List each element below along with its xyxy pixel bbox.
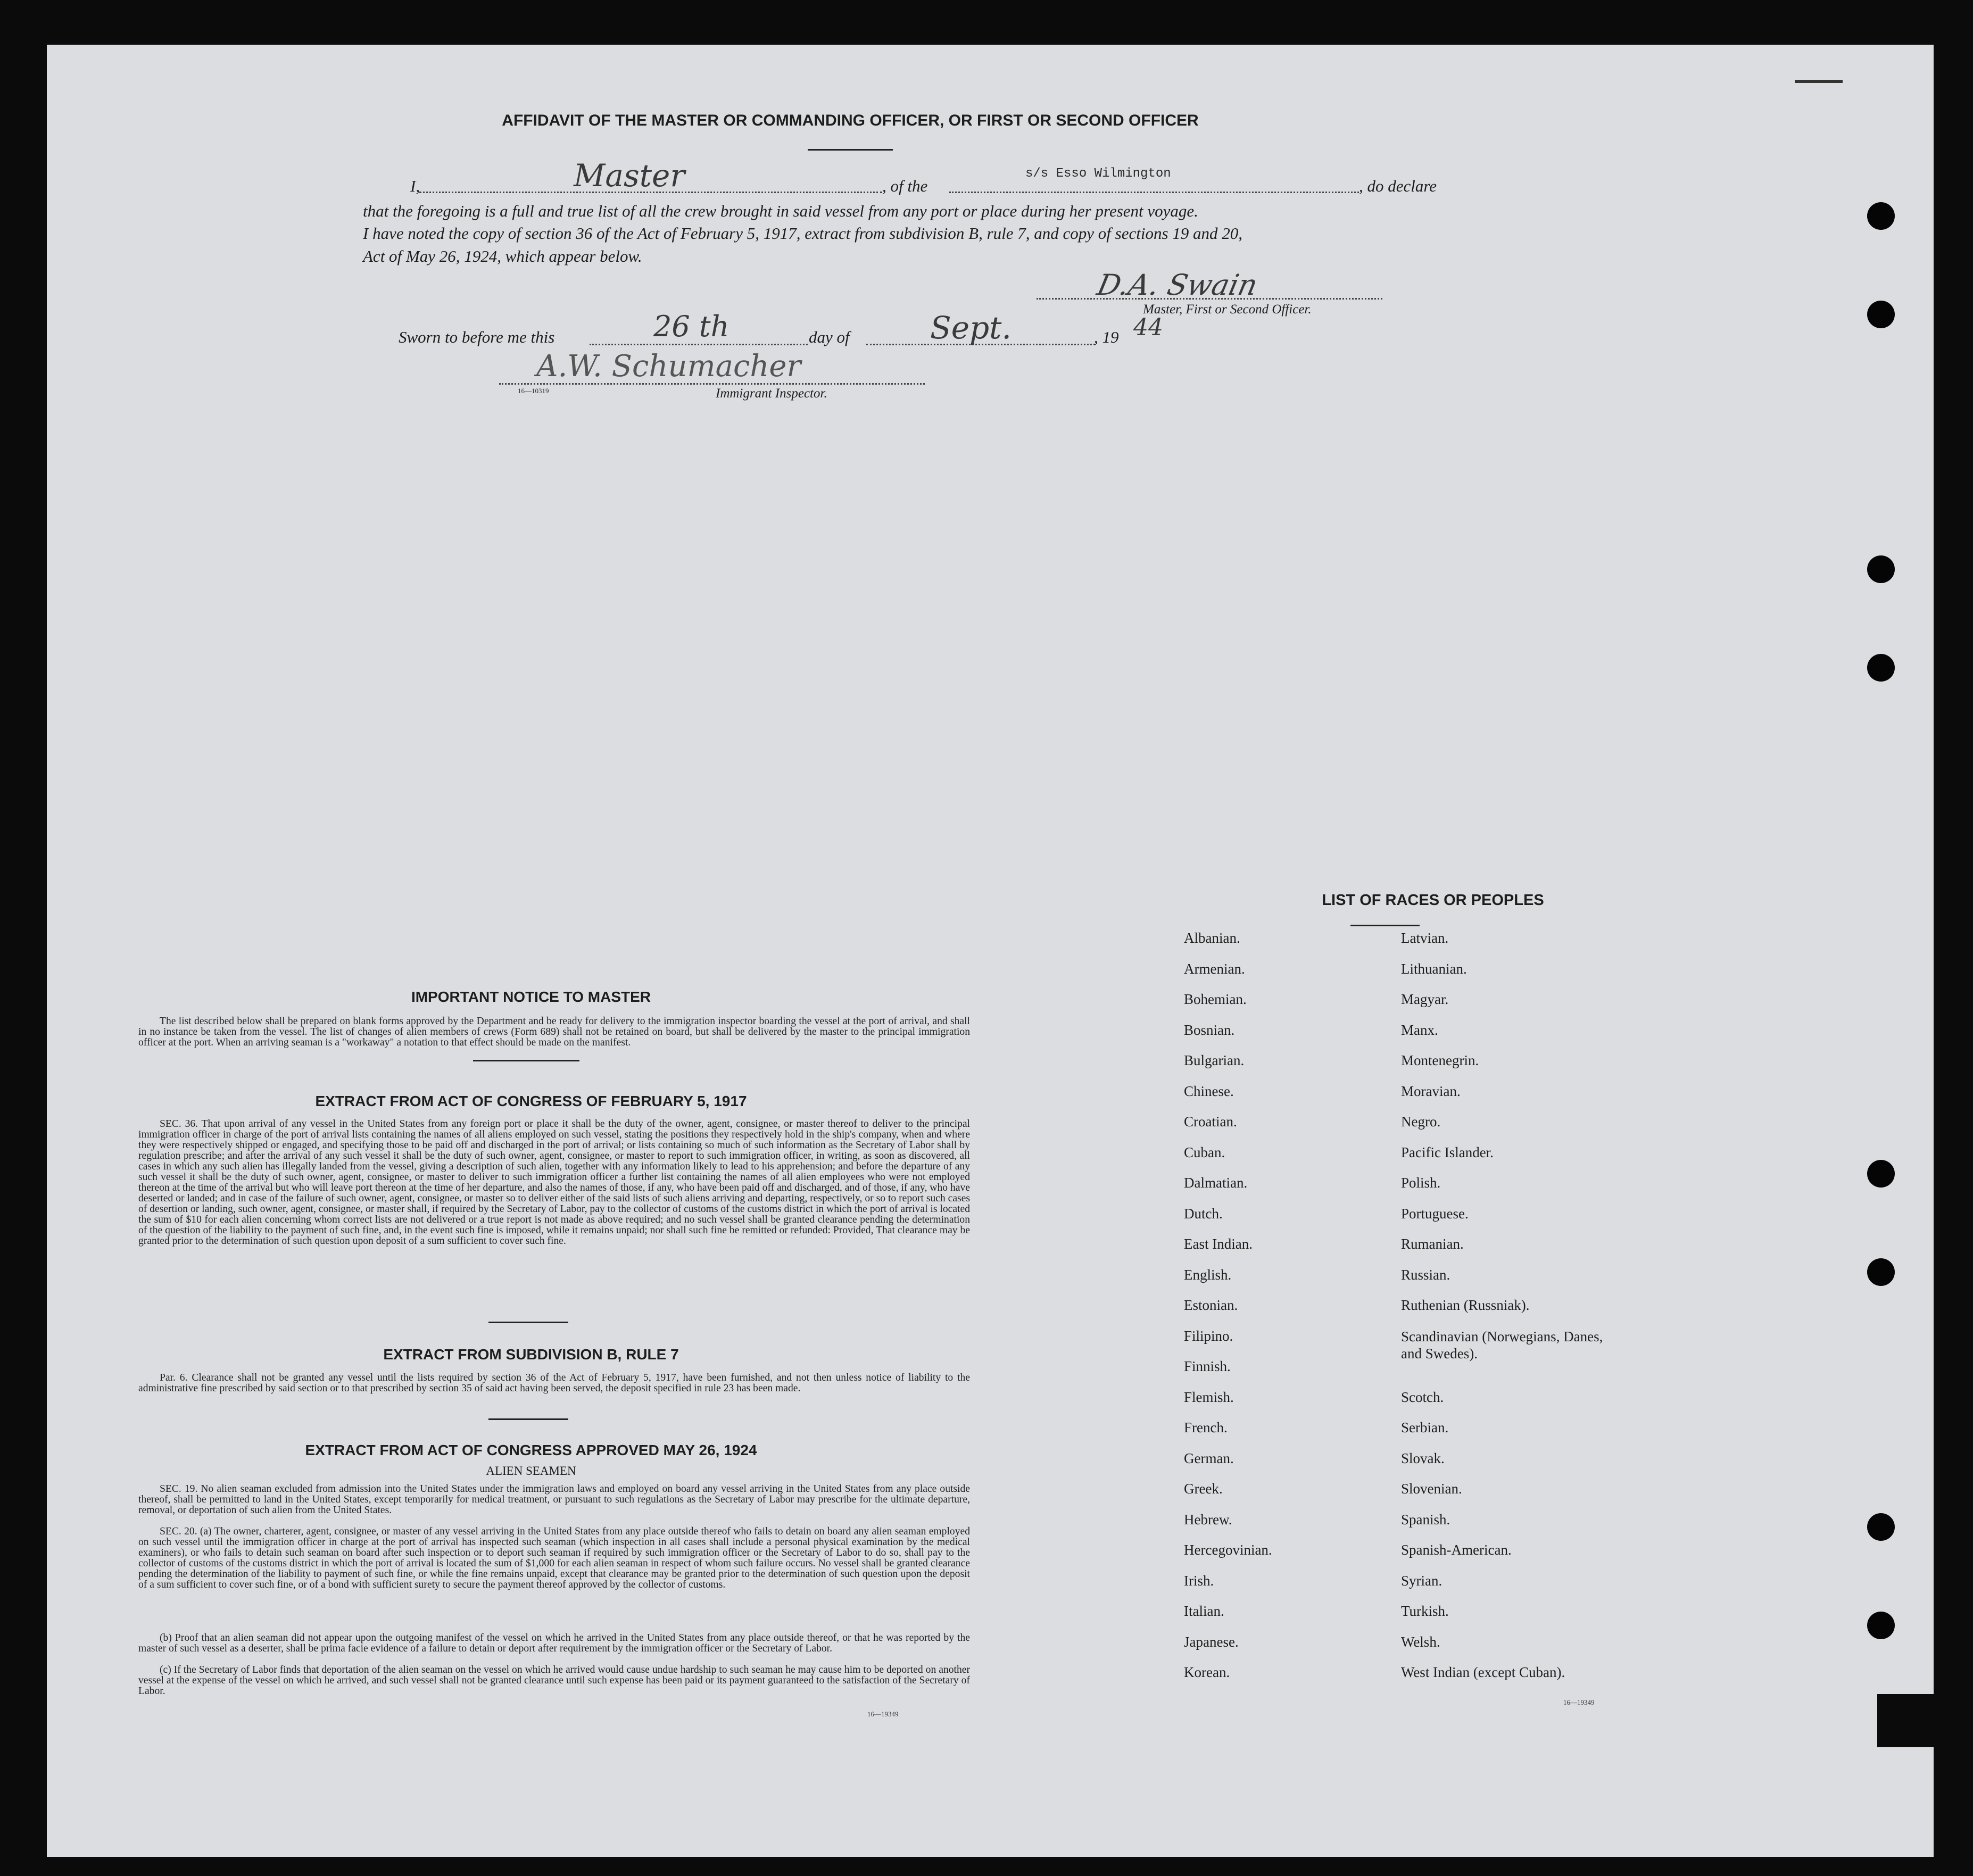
races-title: LIST OF RACES OR PEOPLES	[1322, 892, 1544, 909]
day-line	[590, 344, 808, 345]
race-item: Hebrew.	[1184, 1511, 1232, 1528]
race-item: German.	[1184, 1450, 1234, 1466]
race-item: Albanian.	[1184, 930, 1240, 946]
declaration-line-4: Act of May 26, 1924, which appear below.	[363, 247, 642, 265]
edge-tab	[1877, 1694, 1934, 1747]
race-item: Chinese.	[1184, 1083, 1234, 1099]
race-item: Latvian.	[1401, 930, 1449, 946]
race-item: Italian.	[1184, 1603, 1224, 1619]
extract-rule7-title: EXTRACT FROM SUBDIVISION B, RULE 7	[383, 1346, 679, 1363]
race-item: Flemish.	[1184, 1389, 1234, 1405]
race-item: Filipino.	[1184, 1327, 1233, 1344]
notice-rule	[473, 1060, 579, 1061]
title-rule	[808, 149, 893, 151]
of-the-text: , of the	[882, 177, 928, 195]
extract-form-number: 16—19349	[867, 1710, 899, 1718]
vessel-name: s/s Esso Wilmington	[1025, 167, 1171, 181]
races-rule	[1350, 925, 1420, 926]
extract-1917-text: SEC. 36. That upon arrival of any vessel in the United States from any foreign port or place it shall be the duty of the owner, agent, consignee, or master thereof to deliver to the principal immigration officer in charge of the port of arrival lists containing the names of all aliens employed on such vessel, stating the positions they respectively hold in the ship's company, when and where they were respectively shipped or engaged, and specifying those to be paid off and discharged in the port of arrival; or lists containing so much of such information as the Secretary of Labor shall by regulation prescribe; and after the arrival of any such vessel it shall be the duty of such owner, agent, consignee, or master to report to such immigration officer, in writing, as soon as discovered, all cases in which any such alien has illegally landed from the vessel, giving a description of such alien, together with any information likely to lead to his apprehension; and before the departure of any such vessel it shall be the duty of such owner, agent, consignee, or master to deliver to such immigration officer a further list containing the names of all alien employees who were not employed thereon at the time of the arrival but who will leave port thereon at the time of her departure, and also the names of those, if any, who have been paid off and discharged, and of those, if any, who have deserted or landed; and in case of the failure of such owner, agent, consignee, or master so to deliver either of the said lists of such aliens arriving and departing, respectively, or so to report such cases of desertion or landing, such owner, agent, consignee, or master shall, if required by the Secretary of Labor, pay to the collector of customs of the customs district in which the port of arrival is located the sum of $10 for each alien concerning whom correct lists are not delivered or a true report is not made as above required; and no such vessel shall be granted clearance pending the determination of the question of the liability to the payment of such fine, and, in the event such fine is imposed, while it remains unpaid; nor shall such fine be remitted or refunded: Provided, That clearance may be granted prior to the determination of such question upon deposit of a sum sufficient to cover such fine.	[138, 1118, 970, 1247]
race-item: Serbian.	[1401, 1420, 1449, 1435]
race-item: Slovenian.	[1401, 1481, 1462, 1497]
declaration-line-2: that the foregoing is a full and true list of all the crew brought in said vessel from any port or place during her present voyage.	[363, 202, 1198, 220]
year-handwritten: 44	[1133, 314, 1163, 341]
race-item: Croatian.	[1184, 1114, 1237, 1130]
race-item: Dutch.	[1184, 1205, 1223, 1222]
corner-mark	[1795, 80, 1843, 83]
race-item: Armenian.	[1184, 960, 1245, 977]
alien-seamen-subtitle: ALIEN SEAMEN	[486, 1464, 576, 1477]
race-item: Hercegovinian.	[1184, 1542, 1272, 1558]
rank-handwritten: Master	[574, 157, 685, 194]
race-item: Scandinavian (Norwegians, Danes, and Swedes).	[1401, 1328, 1603, 1362]
race-item: Negro.	[1401, 1114, 1441, 1130]
document-page	[47, 45, 1934, 1857]
master-signature-caption: Master, First or Second Officer.	[1143, 302, 1312, 317]
race-item: Bulgarian.	[1184, 1052, 1245, 1068]
extract-1917-title: EXTRACT FROM ACT OF CONGRESS OF FEBRUARY 5, 1917	[315, 1093, 747, 1109]
race-item: Turkish.	[1401, 1603, 1449, 1619]
race-item: Bohemian.	[1184, 991, 1247, 1007]
race-item: Spanish-American.	[1401, 1542, 1512, 1558]
punch-hole	[1867, 654, 1895, 682]
race-item: Portuguese.	[1401, 1205, 1469, 1222]
section-20c-text: (c) If the Secretary of Labor finds that deportation of the alien seaman on the vessel on which he arrived would cause undue hardship to such seaman he may cause him to be deported on another vessel at the expense of the vessel on which he arrived, and such vessel shall not be granted clearance until such expense has been paid or its payment guaranteed to the satisfaction of the Secretary of Labor.	[138, 1664, 970, 1697]
race-item: Spanish.	[1401, 1511, 1450, 1528]
notice-text: The list described below shall be prepared on blank forms approved by the Department and be ready for delivery to the immigration inspector boarding the vessel at the port of arrival, and shall in no instance be taken from the vessel. The list of changes of alien members of crews (Form 689) shall not be retained on board, but shall be delivered by the master to the principal immigration officer at the port. When an arriving seaman is a "workaway" a notation to that effect should be made on the manifest.	[138, 1016, 970, 1048]
race-item: West Indian (except Cuban).	[1401, 1664, 1565, 1680]
race-item: Ruthenian (Russniak).	[1401, 1297, 1530, 1313]
extract-1924-title: EXTRACT FROM ACT OF CONGRESS APPROVED MAY 26, 1924	[305, 1442, 757, 1458]
punch-hole	[1867, 202, 1895, 230]
affidavit-title: AFFIDAVIT OF THE MASTER OR COMMANDING OFFICER, OR FIRST OR SECOND OFFICER	[502, 112, 1199, 129]
race-item: Slovak.	[1401, 1450, 1445, 1466]
race-item: Japanese.	[1184, 1633, 1239, 1650]
day-of-text: day of	[809, 328, 850, 346]
race-item: Estonian.	[1184, 1297, 1238, 1313]
race-item: Irish.	[1184, 1572, 1214, 1589]
race-item: Greek.	[1184, 1481, 1223, 1497]
inspector-caption: Immigrant Inspector.	[716, 386, 827, 401]
race-item: Rumanian.	[1401, 1236, 1464, 1252]
race-item: Lithuanian.	[1401, 960, 1467, 977]
affidavit-form-number: 16—10319	[518, 387, 549, 395]
day-handwritten: 26 th	[653, 310, 729, 343]
race-item: Moravian.	[1401, 1083, 1461, 1099]
race-item: Manx.	[1401, 1022, 1438, 1038]
inspector-signature-line	[499, 383, 925, 385]
extract-rule7-text: Par. 6. Clearance shall not be granted any vessel until the lists required by section 36 of the Act of February 5, 1917, have been furnished, and not then unless notice of liability to the administrative fine prescribed by said section or to that prescribed by section 35 of said act having been served, the deposit specified in rule 23 has been made.	[138, 1372, 970, 1394]
punch-hole	[1867, 1160, 1895, 1188]
master-signature-line	[1037, 298, 1382, 300]
punch-hole	[1867, 555, 1895, 583]
race-item: Polish.	[1401, 1175, 1441, 1191]
do-declare-text: , do declare	[1359, 177, 1437, 195]
inspector-signature: A.W. Schumacher	[536, 349, 801, 384]
race-item: East Indian.	[1184, 1236, 1253, 1252]
notice-title: IMPORTANT NOTICE TO MASTER	[411, 989, 651, 1005]
punch-hole	[1867, 1258, 1895, 1286]
extract-1917-rule	[488, 1322, 568, 1323]
races-form-number: 16—19349	[1563, 1698, 1595, 1706]
race-item: Finnish.	[1184, 1358, 1231, 1374]
race-item: Montenegrin.	[1401, 1052, 1479, 1068]
section-20a-text: SEC. 20. (a) The owner, charterer, agent, consignee, or master of any vessel arriving in the United States from any place outside thereof who fails to detain on board any alien seaman employed on such vessel until the immigration officer in charge at the port of arrival has inspected such seaman (which inspection in all cases shall include a personal physical examination by the medical examiners), or who fails to detain such seaman on board after such inspection or to deport such seaman if required by such immigration officer or the Secretary of Labor to do so, shall pay to the collector of customs of the customs district in which the port of arrival is located the sum of $1,000 for each alien seaman in respect of whom such failure occurs. No vessel shall be granted clearance pending the determination of the liability to payment of such fine, or while the fine remains unpaid, except that clearance may be granted prior to the determination of such question upon the deposit of a sum sufficient to cover such fine, or of a bond with sufficient surety to secure the payment thereof approved by the collector of customs.	[138, 1526, 970, 1590]
race-item: Magyar.	[1401, 991, 1449, 1007]
race-item: Russian.	[1401, 1266, 1450, 1283]
race-item: Scotch.	[1401, 1389, 1444, 1405]
race-item: Bosnian.	[1184, 1022, 1235, 1038]
race-item: Welsh.	[1401, 1633, 1440, 1650]
affidavit-word-i: I,	[410, 177, 420, 195]
sworn-prefix: Sworn to before me this	[399, 328, 555, 346]
race-item: Cuban.	[1184, 1144, 1225, 1160]
master-signature: D.A. Swain	[1094, 268, 1261, 302]
declaration-line-3: I have noted the copy of section 36 of the Act of February 5, 1917, extract from subdivision B, rule 7, and copy of sections 19 and 20,	[363, 224, 1243, 243]
race-item: Korean.	[1184, 1664, 1230, 1680]
extract-rule7-rule	[488, 1418, 568, 1420]
year-prefix: , 19	[1094, 328, 1119, 346]
section-20b-text: (b) Proof that an alien seaman did not appear upon the outgoing manifest of the vessel on which he arrived in the United States from any place outside thereof, or that he was reported by the master of such vessel as a deserter, shall be prima facie evidence of a failure to detain or deport after requirement by the immigration officer or the Secretary of Labor.	[138, 1632, 970, 1654]
punch-hole	[1867, 1612, 1895, 1639]
race-item: Dalmatian.	[1184, 1175, 1248, 1191]
race-item: English.	[1184, 1266, 1232, 1283]
section-19-text: SEC. 19. No alien seaman excluded from admission into the United States under the immigration laws and employed on board any vessel arriving in the United States from any place outside thereof, shall be permitted to land in the United States, except temporarily for medical treatment, or pursuant to such regulations as the Secretary of Labor may prescribe for the ultimate departure, removal, or deportation of such alien from the United States.	[138, 1483, 970, 1516]
punch-hole	[1867, 301, 1895, 328]
race-item: Pacific Islander.	[1401, 1144, 1494, 1160]
punch-hole	[1867, 1513, 1895, 1541]
race-item: French.	[1184, 1420, 1228, 1435]
race-item: Syrian.	[1401, 1572, 1443, 1589]
month-handwritten: Sept.	[930, 310, 1012, 346]
vessel-line	[949, 192, 1359, 193]
